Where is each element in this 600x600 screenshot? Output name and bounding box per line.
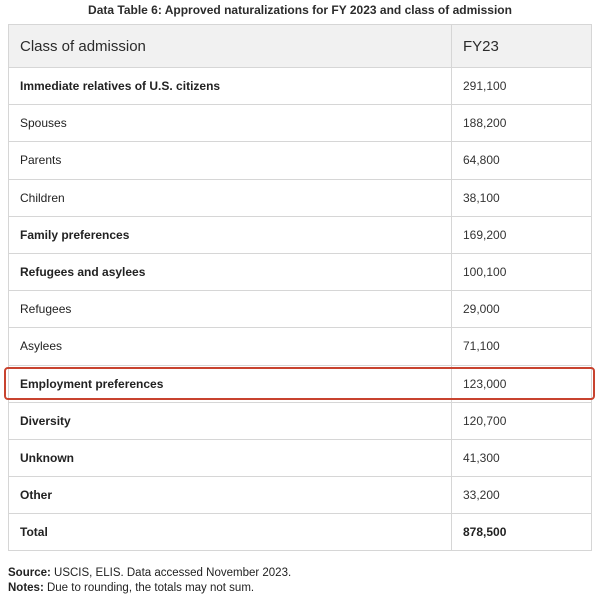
table-row	[9, 179, 592, 216]
table-row	[9, 105, 592, 142]
column-header-class: Class of admission	[9, 25, 452, 68]
table-row	[9, 253, 592, 290]
row-value: 123,000	[452, 365, 592, 402]
table-row	[9, 439, 592, 476]
row-label: Family preferences	[9, 216, 452, 253]
row-value: 291,100	[452, 68, 592, 105]
row-value: 169,200	[452, 216, 592, 253]
row-value: 64,800	[452, 142, 592, 179]
row-value: 38,100	[452, 179, 592, 216]
row-value: 29,000	[452, 291, 592, 328]
row-label: Employment preferences	[9, 365, 452, 402]
table-row	[9, 514, 592, 551]
row-label: Spouses	[9, 105, 452, 142]
table-row	[9, 328, 592, 365]
table-body	[9, 68, 592, 551]
column-header-fy23: FY23	[452, 25, 592, 68]
table-header-row	[9, 25, 592, 68]
row-label: Refugees and asylees	[9, 253, 452, 290]
row-label: Immediate relatives of U.S. citizens	[9, 68, 452, 105]
row-label: Asylees	[9, 328, 452, 365]
notes-line: Notes: Due to rounding, the totals may not sum.	[8, 582, 255, 594]
table-row	[9, 477, 592, 514]
row-label: Other	[9, 477, 452, 514]
table-caption: Data Table 6: Approved naturalizations for FY 2023 and class of admission	[88, 3, 512, 17]
row-label: Diversity	[9, 402, 452, 439]
row-value: 71,100	[452, 328, 592, 365]
row-value: 188,200	[452, 105, 592, 142]
row-label: Total	[9, 514, 452, 551]
row-label: Refugees	[9, 291, 452, 328]
row-value: 33,200	[452, 477, 592, 514]
row-label: Children	[9, 179, 452, 216]
row-label: Parents	[9, 142, 452, 179]
table-notes	[8, 566, 291, 596]
table-row	[9, 68, 592, 105]
table-row	[9, 365, 592, 402]
source-line: Source: USCIS, ELIS. Data accessed November 2023.	[8, 567, 292, 579]
row-value: 100,100	[452, 253, 592, 290]
table-row	[9, 216, 592, 253]
table-row	[9, 142, 592, 179]
table-row	[9, 402, 592, 439]
table-row	[9, 291, 592, 328]
row-value: 41,300	[452, 439, 592, 476]
row-value: 878,500	[452, 514, 592, 551]
row-value: 120,700	[452, 402, 592, 439]
row-label: Unknown	[9, 439, 452, 476]
naturalizations-table	[8, 24, 592, 551]
